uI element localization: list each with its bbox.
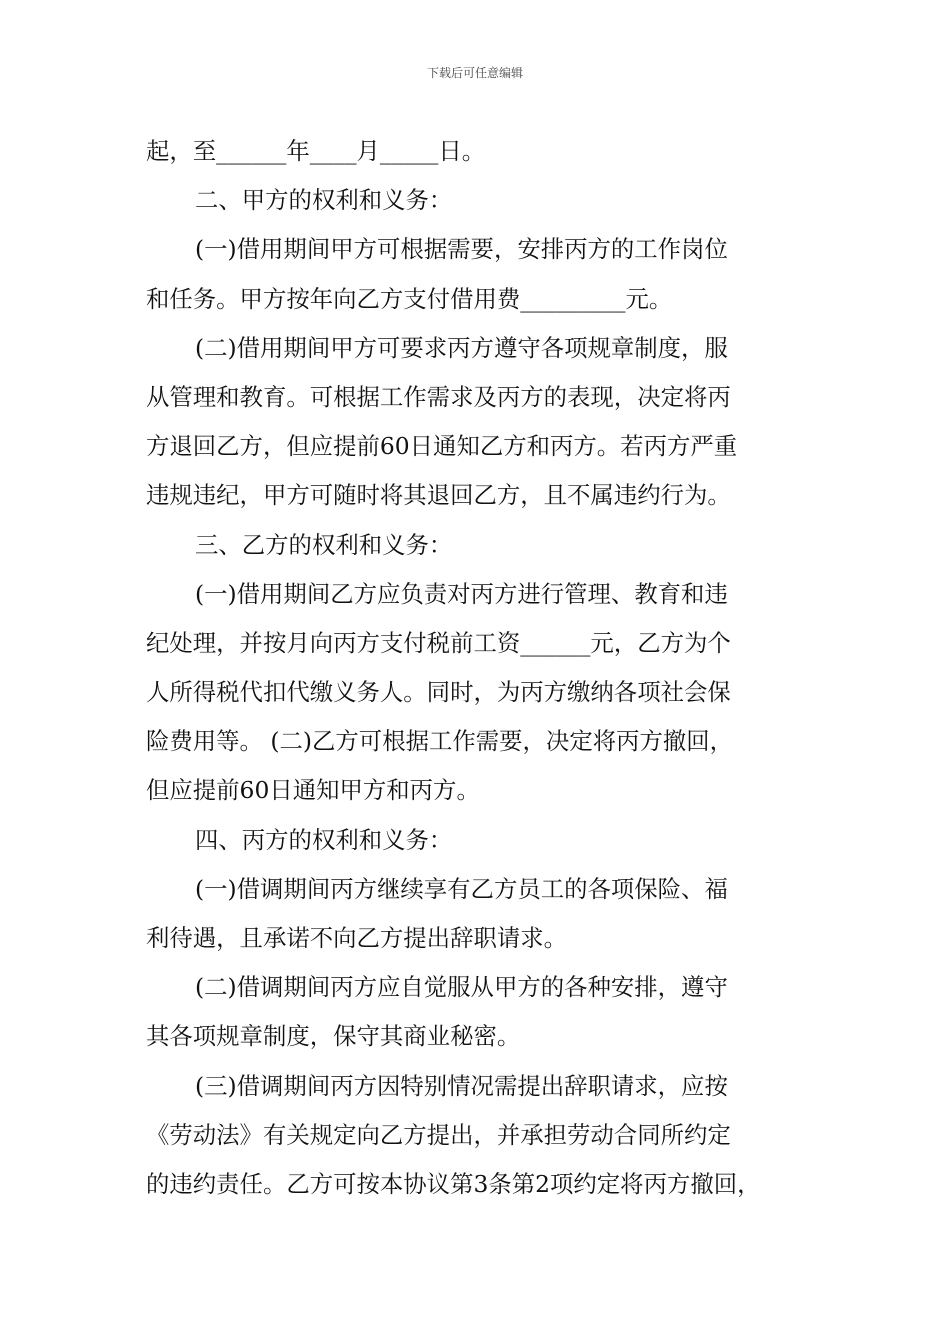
page-header: 下载后可任意编辑 (426, 66, 523, 80)
text-line: 《劳动法》有关规定向乙方提出，并承担劳动合同所约定 (146, 1120, 731, 1149)
text-line: (二)借用期间甲方可要求丙方遵守各项规章制度，服 (195, 333, 728, 362)
text-line: 利待遇，且承诺不向乙方提出辞职请求。 (146, 924, 568, 952)
document-body (146, 127, 826, 1209)
text-line: (一)借用期间乙方应负责对丙方进行管理、教育和违 (195, 579, 728, 608)
text-line: (一)借调期间丙方继续享有乙方员工的各项保险、福 (195, 874, 728, 903)
text-line: 纪处理，并按月向丙方支付税前工资______元，乙方为个 (146, 628, 731, 657)
text-line: 四、丙方的权利和义务： (195, 825, 453, 854)
text-line: 其各项规章制度，保守其商业秘密。 (146, 1022, 521, 1051)
text-line: 和任务。甲方按年向乙方支付借用费_________元。 (146, 284, 673, 313)
text-line: 三、乙方的权利和义务： (195, 530, 453, 559)
text-line: 起，至______年____月_____日。 (146, 137, 486, 165)
text-line: 从管理和教育。可根据工作需求及丙方的表现，决定将丙 (146, 382, 731, 411)
text-line: 二、甲方的权利和义务： (195, 186, 453, 215)
text-line: 险费用等。 (二)乙方可根据工作需要，决定将丙方撤回， (146, 727, 734, 756)
text-line: (三)借调期间丙方因特别情况需提出辞职请求，应按 (195, 1071, 728, 1100)
text-line: 的违约责任。乙方可按本协议第3条第2项约定将丙方撤回， (146, 1169, 761, 1198)
text-line: (二)借调期间丙方应自觉服从甲方的各种安排，遵守 (195, 973, 728, 1002)
text-line: 违规违纪，甲方可随时将其退回乙方，且不属违约行为。 (146, 481, 731, 510)
text-line: 方退回乙方，但应提前60日通知乙方和丙方。若丙方严重 (146, 432, 738, 461)
text-line: 人所得税代扣代缴义务人。同时，为丙方缴纳各项社会保 (146, 678, 731, 707)
text-line: 但应提前60日通知甲方和丙方。 (146, 776, 480, 805)
text-line: (一)借用期间甲方可根据需要，安排丙方的工作岗位 (195, 235, 728, 264)
